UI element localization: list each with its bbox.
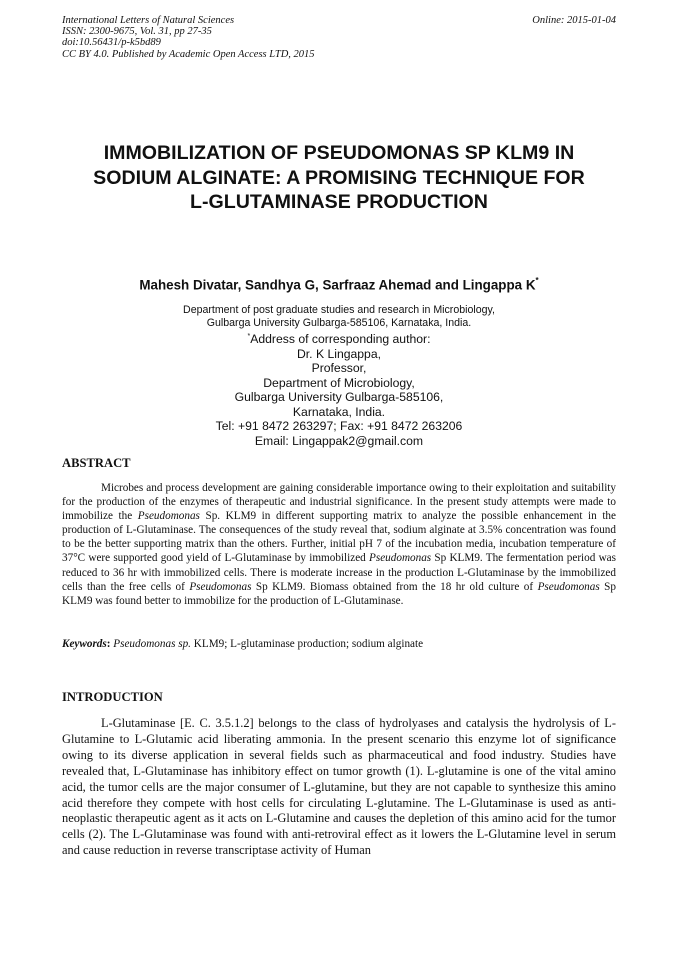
- correspondence-line-country: Karnataka, India.: [292, 404, 386, 419]
- affiliation-line-2: Gulbarga University Gulbarga-585106, Karnataka, India.: [206, 316, 472, 329]
- introduction-heading: INTRODUCTION: [62, 690, 163, 704]
- abstract-text-5: Sp KLM9 was found better to immobilize for the production of L-Glutaminase.: [62, 580, 616, 607]
- abstract-italic-1: Pseudomonas: [137, 510, 200, 523]
- abstract-text-3: Sp KLM9. The fermentation period was reduced to 36 hr with immobilized cells. There is moderate increase in the production L-Glutaminase by the immobilized cells than the free cells of: [62, 552, 616, 593]
- correspondence-mark: *: [247, 333, 251, 340]
- abstract-italic-4: Pseudomonas: [537, 580, 600, 593]
- journal-name: International Letters of Natural Sciences: [62, 15, 235, 26]
- abstract-italic-2: Pseudomonas: [369, 552, 432, 565]
- doi-line: doi:10.56431/p-k5bd89: [62, 37, 161, 49]
- author-list: [62, 274, 616, 293]
- corresponding-author-mark: *: [535, 276, 539, 285]
- correspondence-line-email: Email: Lingappak2@gmail.com: [254, 433, 424, 448]
- correspondence-line-title: Professor,: [311, 361, 367, 376]
- correspondence-label-line: [62, 330, 616, 347]
- correspondence-label: Address of corresponding author:: [250, 332, 431, 347]
- issn-line: ISSN: 2300-9675, Vol. 31, pp 27-35: [62, 26, 212, 38]
- affiliation-line-1: Department of post graduate studies and research in Microbiology,: [183, 304, 495, 316]
- abstract-italic-3: Pseudomonas: [189, 580, 252, 593]
- abstract-paragraph: [62, 481, 616, 608]
- license-line: CC BY 4.0. Published by Academic Open Access LTD, 2015: [62, 48, 315, 60]
- abstract-text-4: Sp KLM9. Biomass obtained from the 18 hr old culture of: [251, 580, 538, 593]
- title-line-3: L-GLUTAMINASE PRODUCTION: [190, 191, 488, 213]
- online-date: Online: 2015-01-04: [532, 15, 616, 26]
- abstract-heading: ABSTRACT: [62, 456, 131, 470]
- keywords-italic: Pseudomonas sp.: [113, 638, 191, 650]
- correspondence-line-phone: Tel: +91 8472 263297; Fax: +91 8472 263206: [215, 419, 463, 434]
- title-line-2: SODIUM ALGINATE: A PROMISING TECHNIQUE FOR: [93, 166, 585, 189]
- keywords-text: KLM9; L-glutaminase production; sodium alginate: [190, 638, 424, 650]
- keywords-colon: :: [106, 638, 114, 650]
- affiliation: [62, 304, 616, 329]
- paper-title: [40, 141, 638, 215]
- introduction-text: L-Glutaminase [E. C. 3.5.1.2] belongs to the class of hydrolyases and catalysis the hydrolysis of L-Glutamine to L-Glutamic acid liberating ammonia. In the present scenario this enzyme lot of significance owing to its diverse application in several fields such as pharmaceutical and food industry. Studies have revealed that, L-Glutaminase has inhibitory effect on tumor growth (1). L-glutamine is one of the vital amino acid, the tumor cells are the major consumer of L-glutamine, but they are not capable to synthesize this amino acid therefore they compete with host cells for circulating L-glutamine. The L-Glutaminase is used as anti-neoplastic therapeutic agent as it acts on L-Glutamine and causes the depletion of this amino acid for the tumor cells (2). The L-Glutaminase was found with anti-retroviral effect as it lowers the L-Glutamine level in serum and cause reduction in reverse transcriptase activity of Human: [62, 716, 616, 858]
- journal-header: [62, 15, 616, 60]
- abstract-text-2: Sp. KLM9 in different supporting matrix to analyze the possible enhancement in the production of L-Glutaminase. The consequences of the study reveal that, sodium alginate at 3.5% concentration was found to be the better supporting matrix than the others. Further, initial pH 7 of the incubation media, incubation temperature of 37°C were supported good yield of L-Glutaminase by immobilized: [62, 510, 616, 565]
- correspondence-block: [62, 330, 616, 448]
- correspondence-line-university: Gulbarga University Gulbarga-585106,: [234, 390, 444, 405]
- abstract-text-1: Microbes and process development are gaining considerable importance owing to their exploitation and suitability for the production of the enzymes of therapeutic and industrial significance. In the present study attempts were made to immobilize the: [62, 482, 616, 523]
- introduction-paragraph: [62, 716, 616, 859]
- author-names: Mahesh Divatar, Sandhya G, Sarfraaz Ahemad and Lingappa K: [139, 277, 536, 293]
- correspondence-line-name: Dr. K Lingappa,: [296, 346, 381, 361]
- keywords-label: Keywords: [62, 638, 107, 650]
- keywords-line: [62, 637, 616, 651]
- correspondence-line-department: Department of Microbiology,: [263, 375, 415, 390]
- title-line-1: IMMOBILIZATION OF PSEUDOMONAS SP KLM9 IN: [103, 142, 575, 164]
